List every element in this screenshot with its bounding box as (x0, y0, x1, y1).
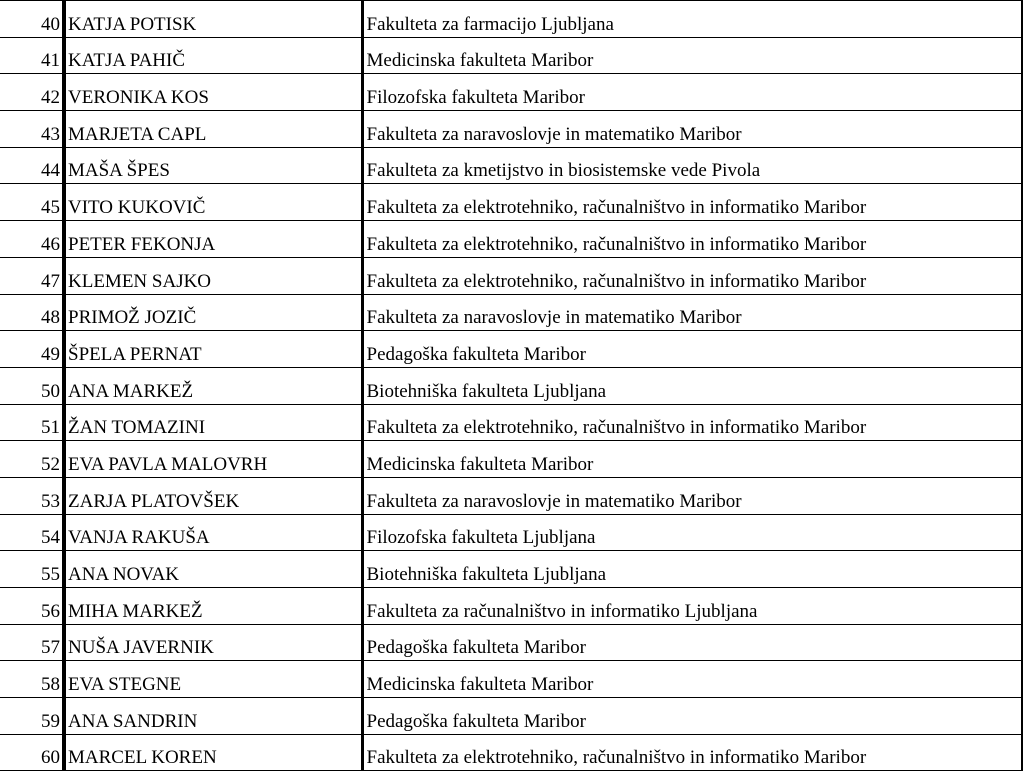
table-row (0, 37, 1023, 74)
table-row (0, 367, 1023, 404)
table-row (0, 588, 1023, 625)
faculty-cell: Fakulteta za elektrotehniko, računalništvo in informatiko Maribor (362, 404, 1023, 441)
student-name-cell: PRIMOŽ JOZIČ (64, 294, 362, 331)
faculty-cell: Biotehniška fakulteta Ljubljana (362, 551, 1023, 588)
faculty-cell: Pedagoška fakulteta Maribor (362, 698, 1023, 735)
row-number-cell: 47 (0, 257, 64, 294)
faculty-cell: Fakulteta za farmacijo Ljubljana (362, 1, 1023, 38)
student-name-cell: KLEMEN SAJKO (64, 257, 362, 294)
table-row (0, 74, 1023, 111)
table-row (0, 331, 1023, 368)
table-row (0, 698, 1023, 735)
table-body (0, 1, 1023, 771)
student-name-cell: MARCEL KOREN (64, 734, 362, 771)
row-number-cell: 60 (0, 734, 64, 771)
student-name-cell: MIHA MARKEŽ (64, 588, 362, 625)
row-number-cell: 46 (0, 221, 64, 258)
table-row (0, 551, 1023, 588)
faculty-cell: Filozofska fakulteta Maribor (362, 74, 1023, 111)
faculty-cell: Medicinska fakulteta Maribor (362, 661, 1023, 698)
faculty-cell: Fakulteta za elektrotehniko, računalništvo in informatiko Maribor (362, 221, 1023, 258)
row-number-cell: 57 (0, 624, 64, 661)
faculty-cell: Fakulteta za elektrotehniko, računalništvo in informatiko Maribor (362, 734, 1023, 771)
table-row (0, 734, 1023, 771)
row-number-cell: 50 (0, 367, 64, 404)
student-name-cell: ŽAN TOMAZINI (64, 404, 362, 441)
faculty-cell: Pedagoška fakulteta Maribor (362, 331, 1023, 368)
student-name-cell: MAŠA ŠPES (64, 147, 362, 184)
faculty-cell: Fakulteta za elektrotehniko, računalništvo in informatiko Maribor (362, 257, 1023, 294)
student-name-cell: VITO KUKOVIČ (64, 184, 362, 221)
student-name-cell: ŠPELA PERNAT (64, 331, 362, 368)
row-number-cell: 54 (0, 514, 64, 551)
row-number-cell: 52 (0, 441, 64, 478)
student-name-cell: NUŠA JAVERNIK (64, 624, 362, 661)
student-name-cell: EVA STEGNE (64, 661, 362, 698)
student-name-cell: MARJETA CAPL (64, 111, 362, 148)
row-number-cell: 56 (0, 588, 64, 625)
table-row (0, 477, 1023, 514)
faculty-cell: Fakulteta za naravoslovje in matematiko Maribor (362, 477, 1023, 514)
faculty-cell: Filozofska fakulteta Ljubljana (362, 514, 1023, 551)
table-row (0, 221, 1023, 258)
table-row (0, 184, 1023, 221)
student-name-cell: KATJA POTISK (64, 1, 362, 38)
student-name-cell: KATJA PAHIČ (64, 37, 362, 74)
table-row (0, 111, 1023, 148)
table-row (0, 661, 1023, 698)
row-number-cell: 48 (0, 294, 64, 331)
faculty-cell: Fakulteta za kmetijstvo in biosistemske vede Pivola (362, 147, 1023, 184)
student-name-cell: ANA SANDRIN (64, 698, 362, 735)
student-name-cell: ZARJA PLATOVŠEK (64, 477, 362, 514)
student-name-cell: VERONIKA KOS (64, 74, 362, 111)
row-number-cell: 53 (0, 477, 64, 514)
faculty-cell: Fakulteta za elektrotehniko, računalništvo in informatiko Maribor (362, 184, 1023, 221)
faculty-cell: Fakulteta za računalništvo in informatiko Ljubljana (362, 588, 1023, 625)
table-row (0, 1, 1023, 38)
table-row (0, 257, 1023, 294)
row-number-cell: 59 (0, 698, 64, 735)
row-number-cell: 51 (0, 404, 64, 441)
faculty-cell: Fakulteta za naravoslovje in matematiko Maribor (362, 111, 1023, 148)
student-name-cell: ANA NOVAK (64, 551, 362, 588)
row-number-cell: 58 (0, 661, 64, 698)
table-row (0, 147, 1023, 184)
table-row (0, 441, 1023, 478)
student-name-cell: ANA MARKEŽ (64, 367, 362, 404)
row-number-cell: 44 (0, 147, 64, 184)
row-number-cell: 42 (0, 74, 64, 111)
faculty-cell: Biotehniška fakulteta Ljubljana (362, 367, 1023, 404)
row-number-cell: 40 (0, 1, 64, 38)
table-row (0, 294, 1023, 331)
row-number-cell: 49 (0, 331, 64, 368)
table-row (0, 624, 1023, 661)
row-number-cell: 45 (0, 184, 64, 221)
row-number-cell: 55 (0, 551, 64, 588)
student-name-cell: EVA PAVLA MALOVRH (64, 441, 362, 478)
faculty-cell: Pedagoška fakulteta Maribor (362, 624, 1023, 661)
row-number-cell: 43 (0, 111, 64, 148)
student-name-cell: VANJA RAKUŠA (64, 514, 362, 551)
table-row (0, 404, 1023, 441)
table-row (0, 514, 1023, 551)
row-number-cell: 41 (0, 37, 64, 74)
faculty-cell: Medicinska fakulteta Maribor (362, 441, 1023, 478)
student-name-cell: PETER FEKONJA (64, 221, 362, 258)
faculty-cell: Fakulteta za naravoslovje in matematiko Maribor (362, 294, 1023, 331)
faculty-cell: Medicinska fakulteta Maribor (362, 37, 1023, 74)
